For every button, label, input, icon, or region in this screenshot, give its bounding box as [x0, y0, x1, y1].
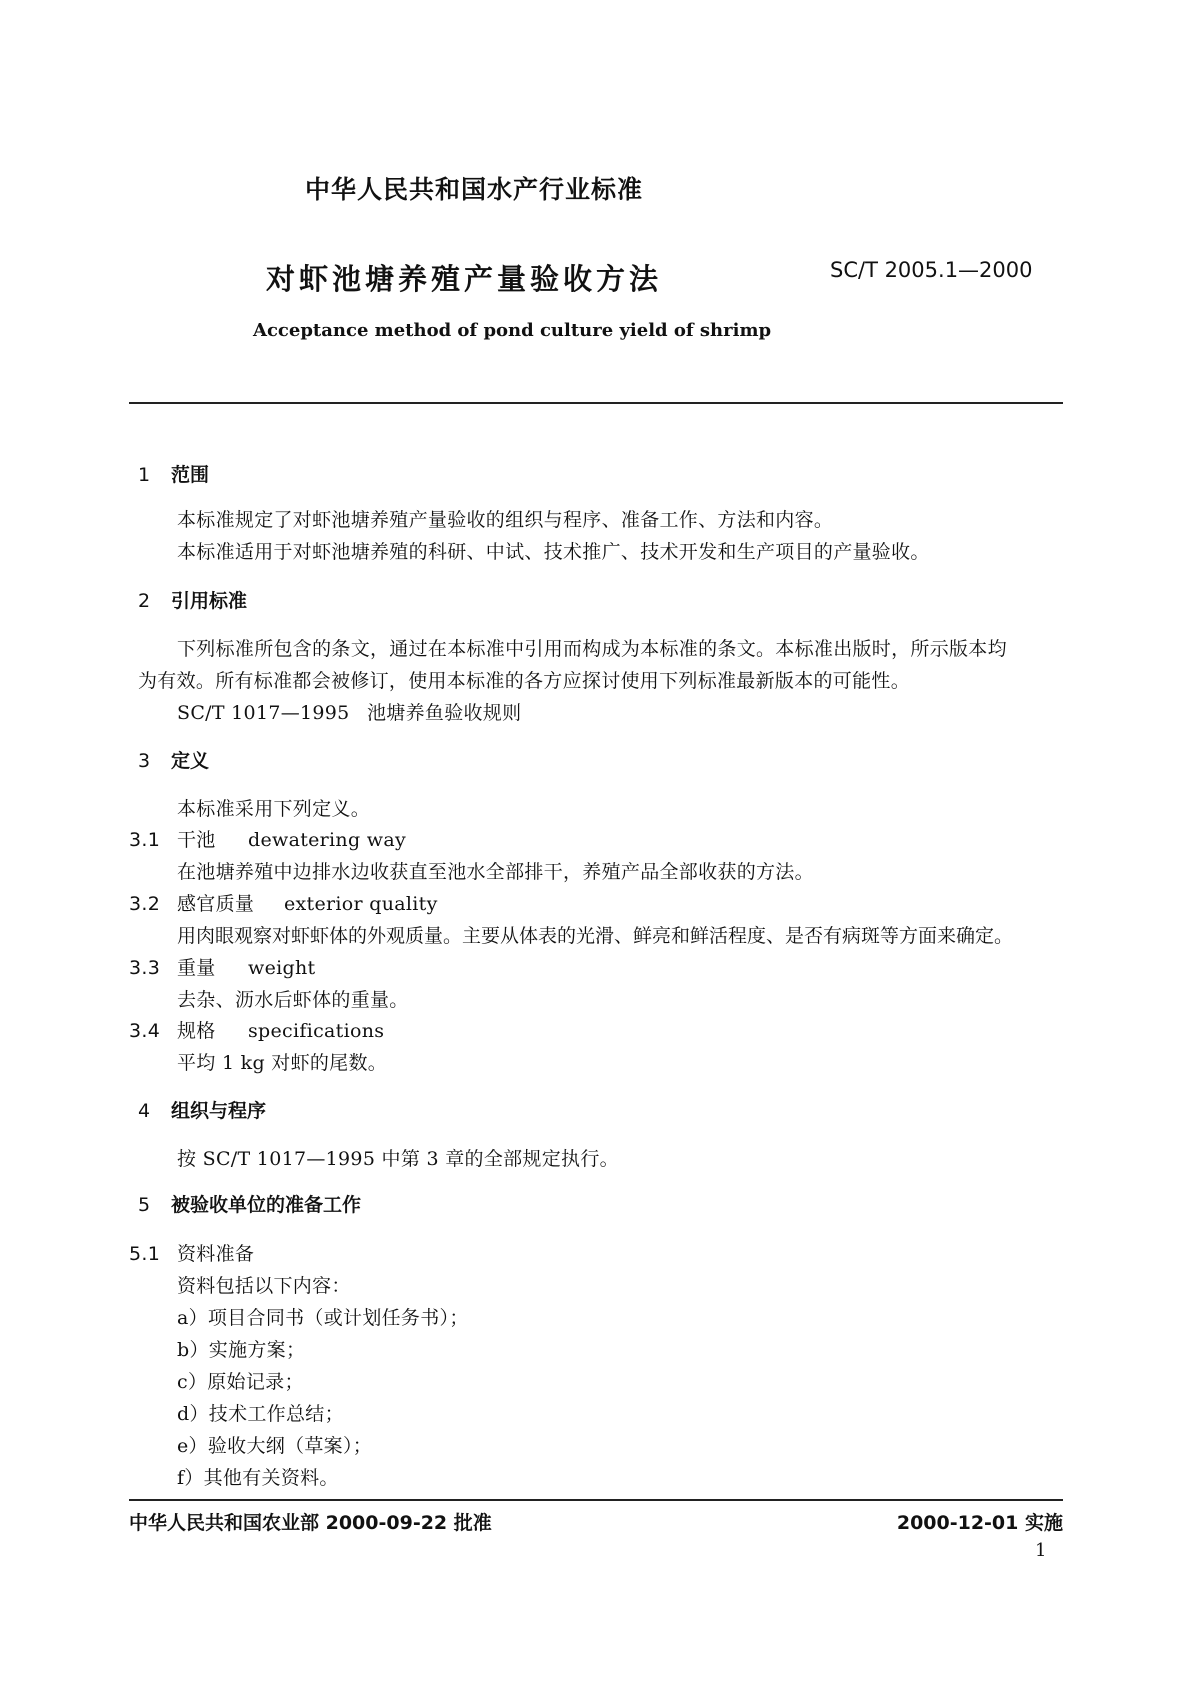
implementation-date: 2000-12-01 实施 [896, 1512, 1063, 1534]
list-item: f）其他有关资料。 [177, 1467, 339, 1489]
document-title-cn: 对虾池塘养殖产量验收方法 [266, 262, 663, 296]
clause-number: 3.2 [129, 893, 161, 915]
clause-number: 5.1 [129, 1243, 161, 1265]
clause-5-1-heading [129, 1239, 254, 1266]
section-4-paragraph: 按 SC/T 1017—1995 中第 3 章的全部规定执行。 [177, 1148, 619, 1170]
term-cn: 干池 [177, 829, 216, 851]
section-number: 5 [138, 1194, 151, 1216]
section-title: 范围 [171, 464, 210, 486]
footer-rule [129, 1499, 1063, 1501]
definition-3-3-text: 去杂、沥水后虾体的重量。 [177, 989, 409, 1011]
section-1-paragraph-2: 本标准适用于对虾池塘养殖的科研、中试、技术推广、技术开发和生产项目的产量验收。 [177, 541, 930, 563]
term-en: specifications [248, 1020, 385, 1042]
list-item: c）原始记录； [177, 1371, 304, 1393]
list-item: a）项目合同书（或计划任务书）； [177, 1307, 469, 1329]
definition-3-4-term [129, 1016, 384, 1043]
clause-title: 资料准备 [177, 1243, 255, 1265]
list-item: b）实施方案； [177, 1339, 306, 1361]
section-2-paragraph-line-1: 下列标准所包含的条文，通过在本标准中引用而构成为本标准的条文。本标准出版时，所示版本均 [177, 638, 1007, 660]
referenced-standard [177, 698, 521, 725]
definition-3-4-text: 平均 1 kg 对虾的尾数。 [177, 1052, 388, 1074]
clause-5-1-intro: 资料包括以下内容： [177, 1275, 351, 1297]
section-1-paragraph-1: 本标准规定了对虾池塘养殖产量验收的组织与程序、准备工作、方法和内容。 [177, 509, 834, 531]
section-title: 组织与程序 [171, 1100, 267, 1122]
standard-code: SC/T 2005.1—2000 [830, 258, 1033, 282]
section-3-intro: 本标准采用下列定义。 [177, 798, 371, 820]
section-title: 引用标准 [171, 590, 248, 612]
definition-3-1-text: 在池塘养殖中边排水边收获直至池水全部排干，养殖产品全部收获的方法。 [177, 861, 814, 883]
section-number: 3 [138, 750, 151, 772]
clause-number: 3.3 [129, 957, 161, 979]
term-en: weight [248, 957, 316, 979]
section-number: 2 [138, 590, 151, 612]
section-1-heading [138, 460, 209, 487]
section-number: 1 [138, 464, 151, 486]
definition-3-2-text: 用肉眼观察对虾虾体的外观质量。主要从体表的光滑、鲜亮和鲜活程度、是否有病斑等方面来确定。 [177, 925, 1014, 947]
header-rule [129, 402, 1063, 404]
definition-3-1-term [129, 825, 406, 852]
definition-3-3-term [129, 953, 315, 980]
section-title: 定义 [171, 750, 210, 772]
reference-title: 池塘养鱼验收规则 [367, 702, 522, 724]
term-cn: 重量 [177, 957, 216, 979]
term-en: exterior quality [284, 893, 438, 915]
industry-standard-label: 中华人民共和国水产行业标准 [305, 175, 644, 204]
section-number: 4 [138, 1100, 151, 1122]
section-3-heading [138, 746, 209, 773]
term-cn: 规格 [177, 1020, 216, 1042]
section-2-paragraph-line-2: 为有效。所有标准都会被修订，使用本标准的各方应探讨使用下列标准最新版本的可能性。 [138, 670, 911, 692]
definition-3-2-term [129, 889, 438, 916]
approval-line: 中华人民共和国农业部 2000-09-22 批准 [129, 1512, 492, 1534]
list-item: d）技术工作总结； [177, 1403, 344, 1425]
clause-number: 3.1 [129, 829, 161, 851]
section-5-heading [138, 1190, 361, 1217]
page-number: 1 [1035, 1540, 1047, 1561]
reference-code: SC/T 1017—1995 [177, 702, 350, 724]
document-title-en: Acceptance method of pond culture yield of shrimp [253, 320, 772, 341]
section-title: 被验收单位的准备工作 [171, 1194, 362, 1216]
section-2-heading [138, 586, 247, 613]
clause-number: 3.4 [129, 1020, 161, 1042]
term-cn: 感官质量 [177, 893, 255, 915]
term-en: dewatering way [248, 829, 406, 851]
list-item: e）验收大纲（草案）； [177, 1435, 373, 1457]
section-4-heading [138, 1096, 266, 1123]
